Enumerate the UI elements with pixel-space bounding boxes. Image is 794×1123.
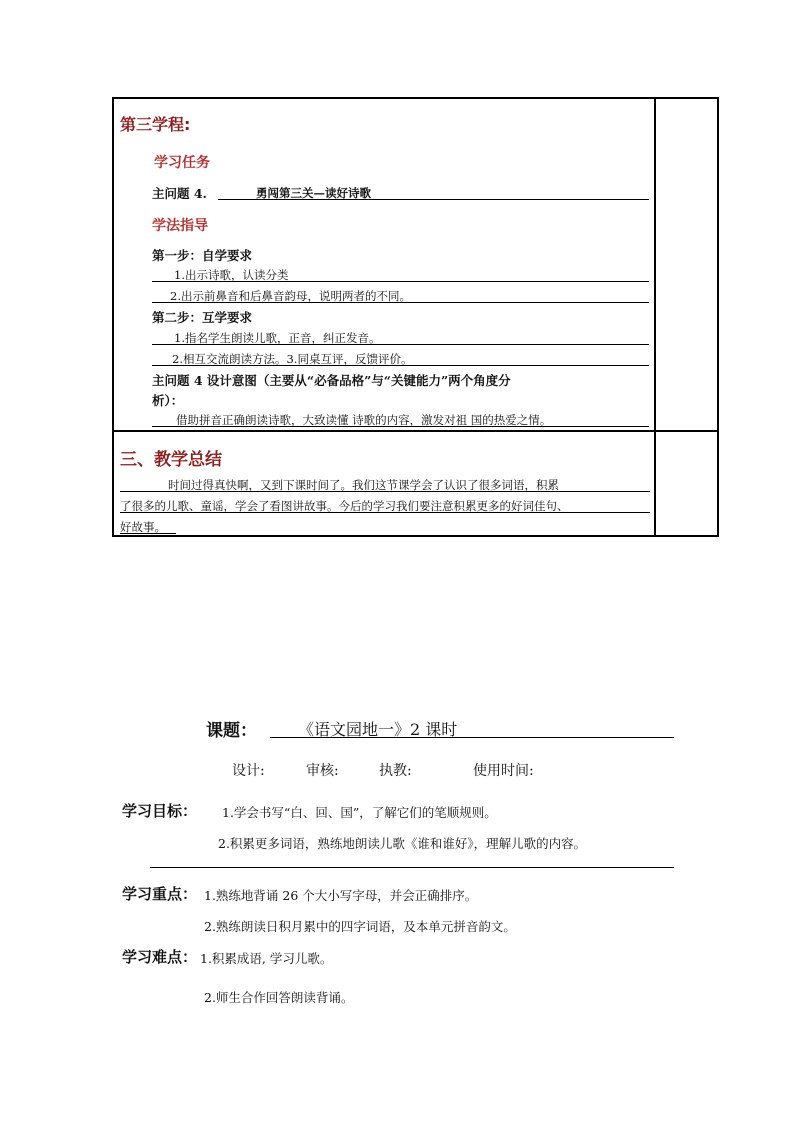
summary-row bbox=[120, 518, 176, 534]
key-point-item: 2.熟练朗读日积月累中的四字词语，及本单元拼音韵文。 bbox=[204, 919, 516, 934]
summary-title: 三、教学总结 bbox=[120, 450, 222, 470]
step2-label: 第二步：互学要求 bbox=[152, 310, 253, 325]
step1-item-row bbox=[152, 287, 649, 303]
summary-line: 时间过得真快啊，又到下课时间了。我们这节课学会了认识了很多词语，积累 bbox=[168, 478, 559, 492]
design-intent-text: 借助拼音正确朗读诗歌，大致读懂 诗歌的内容，激发对祖 国的热爱之情。 bbox=[176, 413, 552, 427]
difficulty-label: 学习难点： bbox=[122, 948, 198, 966]
step1-item: 1.出示诗歌，认读分类 bbox=[174, 268, 289, 282]
step2-item-row bbox=[152, 329, 649, 345]
main-q4-underline bbox=[218, 185, 649, 200]
execute-label: 执教: bbox=[379, 763, 412, 779]
summary-line: 好故事。 bbox=[120, 520, 166, 534]
design-label: 设计: bbox=[232, 763, 265, 779]
task-label: 学习任务 bbox=[154, 155, 210, 171]
goal-item: 2.积累更多词语，熟练地朗读儿歌《谁和谁好》，理解儿歌的内容。 bbox=[218, 836, 587, 851]
goal-item: 1.学会书写“白、回、国”，了解它们的笔顺规则。 bbox=[222, 805, 497, 820]
difficulty-item: 1.积累成语, 学习儿歌。 bbox=[200, 951, 333, 966]
step1-item-row bbox=[152, 266, 649, 282]
topic-label: 课题： bbox=[206, 721, 257, 741]
topic-underline bbox=[270, 717, 674, 738]
step2-item-row bbox=[152, 350, 649, 366]
step2-item: 1.指名学生朗读儿歌，正音，纠正发音。 bbox=[174, 331, 381, 345]
key-label: 学习重点： bbox=[122, 885, 198, 903]
topic-value: 《语文园地一》2 课时 bbox=[298, 720, 458, 739]
goals-divider bbox=[150, 867, 674, 868]
goals-label: 学习目标： bbox=[122, 802, 198, 820]
section3-title: 第三学程: bbox=[120, 115, 191, 134]
method-label: 学法指导 bbox=[152, 218, 208, 234]
summary-row bbox=[120, 497, 650, 513]
step1-item: 2.出示前鼻音和后鼻音韵母，说明两者的不同。 bbox=[170, 289, 411, 303]
key-point-item: 1.熟练地背诵 26 个大小写字母，并会正确排序。 bbox=[204, 888, 478, 903]
design-intent-line2: 析）： bbox=[152, 393, 184, 408]
design-intent-row bbox=[152, 411, 649, 427]
table-column-divider bbox=[654, 97, 656, 537]
main-q4-label: 主问题 4. bbox=[152, 186, 207, 201]
step1-label: 第一步：自学要求 bbox=[152, 248, 253, 263]
design-intent-line1: 主问题 4 设计意图（主要从“必备品格”与“关键能力”两个角度分 bbox=[152, 373, 511, 388]
difficulty-item: 2.师生合作回答朗读背诵。 bbox=[204, 990, 354, 1005]
time-label: 使用时间: bbox=[473, 763, 534, 779]
summary-row bbox=[120, 476, 650, 492]
summary-line: 了很多的儿歌、童谣，学会了看图讲故事。今后的学习我们要注意积累更多的好词佳句、 bbox=[120, 499, 569, 513]
step2-item: 2.相互交流朗读方法。3.同桌互评，反馈评价。 bbox=[172, 352, 413, 366]
table-row-divider bbox=[112, 430, 719, 432]
review-label: 审核: bbox=[306, 763, 339, 779]
main-q4-text: 勇闯第三关—读好诗歌 bbox=[256, 186, 371, 200]
